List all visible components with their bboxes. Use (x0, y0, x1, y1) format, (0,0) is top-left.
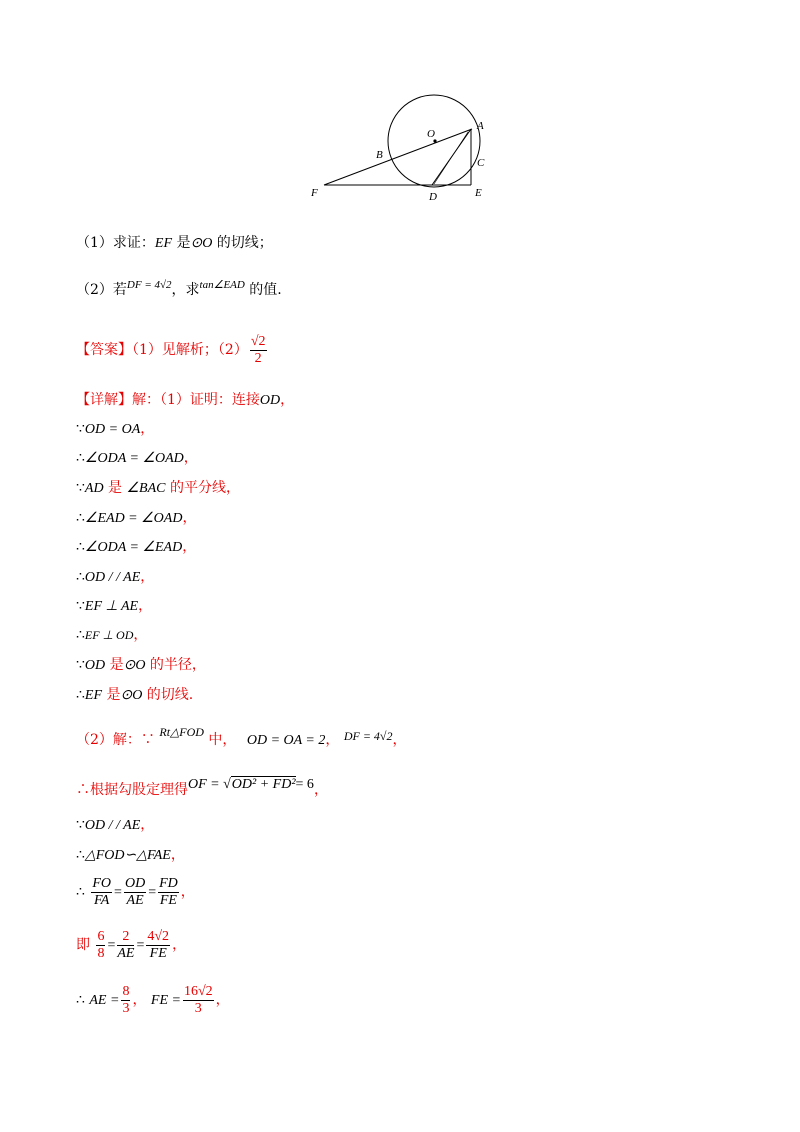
q1-mid: 是 (172, 235, 191, 251)
answer-fraction (250, 334, 267, 367)
q2-tan: tan∠EAD (199, 279, 245, 291)
proof-line-8 (76, 625, 147, 645)
proof-tail: ， (182, 510, 197, 526)
par-sym: ∵ (76, 817, 85, 833)
p2-eq2: DF = 4√2 (343, 729, 393, 743)
res-ae-den: 3 (122, 1000, 130, 1016)
proof-expr: OD (84, 658, 106, 673)
sim-tail: ， (170, 847, 185, 863)
par-tail: ， (140, 817, 155, 833)
answer-tag: 【答案】 (76, 342, 132, 358)
proof-line-7 (76, 596, 152, 617)
ji-den: 8 (97, 945, 105, 961)
answer-frac-den: 2 (254, 350, 262, 366)
ratio-frac-3 (158, 876, 179, 909)
parallel-line (76, 815, 154, 836)
ratio-den: FE (159, 892, 177, 908)
proof-tail: ， (182, 539, 197, 555)
p2-comma: ， (325, 732, 340, 748)
proof-tail: 的平分线， (165, 480, 240, 496)
ji-den: FE (149, 945, 167, 961)
ratio-den: FA (94, 892, 110, 908)
ji-prefix: 即 (76, 937, 90, 953)
q1-prefix: （1）求证： (76, 235, 155, 251)
res-fe: FE = (150, 993, 181, 1008)
ratio-frac-2 (124, 876, 146, 909)
ji-line: 即 $\frac{6}{8}$ = $\frac{2}{AE}$ = $\frac{4√2}{FE}$ ， (76, 928, 187, 961)
proof-mid: 是 (105, 657, 124, 673)
proof-tail: 的半径， (145, 657, 206, 673)
label-o: O (427, 128, 435, 140)
ji-frac-3 (146, 929, 170, 962)
p2-rt: Rt△FOD (159, 725, 204, 739)
pyth-rhs: = 6 (295, 777, 314, 792)
proof-expr: ∠EAD = ∠OAD (84, 511, 183, 526)
ratio-tail: ， (180, 884, 195, 900)
proof-expr: ∠ODA = ∠OAD (84, 451, 184, 466)
ji-num: 6 (97, 928, 105, 944)
detail-intro-od: OD (259, 393, 281, 408)
proof-expr: EF (84, 688, 103, 703)
q2-prefix: （2）若 (76, 282, 127, 298)
pyth-tail: ， (313, 782, 328, 798)
res-fe-num: 16√2 (183, 983, 213, 999)
proof-mid: 是 (103, 480, 127, 496)
detail-intro-text: 解：（1）证明：连接 (132, 392, 260, 408)
proof-mid: 是 (102, 687, 121, 703)
answer-text: （1）见解析；（2） (132, 342, 248, 358)
res-ae-frac (121, 984, 130, 1017)
res-ae: AE = (89, 993, 120, 1008)
proof-tail: ， (140, 421, 155, 437)
proof-sym: ∵ (76, 480, 85, 496)
proof-expr: OD = OA (84, 422, 141, 437)
label-f: F (311, 187, 318, 199)
proof-line-9 (76, 655, 206, 676)
q2-df: DF = 4√2 (126, 279, 172, 291)
ratio-den: AE (126, 892, 144, 908)
ratio-frac-1 (91, 876, 112, 909)
q2-mid: ，求 (171, 282, 200, 298)
pyth-lhs: OF = (188, 777, 220, 792)
proof-tail: 的切线. (142, 687, 194, 703)
proof-sym: ∵ (76, 598, 85, 614)
label-d: D (429, 191, 437, 203)
proof-sym: ∵ (76, 657, 85, 673)
proof-sym: ∴ (76, 450, 85, 466)
pythagoras-line: ∴根据勾股定理得OF = √OD² + FD²= 6， (76, 777, 328, 798)
ji-num: 2 (117, 929, 134, 946)
sim-text: △FOD∽△FAE (84, 848, 171, 863)
ji-den: AE (117, 945, 135, 961)
proof-tail: ， (133, 627, 148, 643)
proof-line-6 (76, 567, 154, 588)
ji-frac-1 (96, 929, 105, 962)
p2-prefix: （2）解：∵ (76, 732, 155, 748)
proof-sym: ∴ (76, 510, 85, 526)
proof-line-10 (76, 685, 193, 706)
sim-sym: ∴ (76, 847, 85, 863)
answer-line (76, 330, 269, 370)
proof-expr: OD / / AE (84, 570, 141, 585)
res-fe-den: 3 (194, 1000, 202, 1016)
detail-tag: 【详解】 (76, 392, 132, 408)
question-part-2 (76, 275, 282, 300)
proof-sym: ∴ (76, 687, 85, 703)
q1-circle: ⊙O (190, 236, 213, 251)
segment-fa (324, 129, 472, 185)
p2-eq1: OD = OA = 2 (246, 733, 326, 748)
label-c: C (477, 157, 485, 169)
res-fe-frac (183, 984, 214, 1017)
proof-expr: EF ⊥ OD (84, 628, 134, 642)
part2-line (76, 722, 407, 751)
proof-expr-2: ⊙O (120, 688, 143, 703)
proof-line-1 (76, 419, 154, 440)
proof-line-2 (76, 448, 198, 469)
proof-line-4 (76, 508, 196, 529)
proof-sym: ∴ (76, 627, 85, 643)
proof-expr: ∠ODA = ∠EAD (84, 540, 183, 555)
par-text: OD / / AE (84, 818, 141, 833)
ratio-num: OD (124, 875, 146, 891)
ji-frac-2 (117, 929, 134, 962)
label-e: E (475, 187, 482, 199)
proof-sym: ∴ (76, 569, 85, 585)
proof-expr-2: ∠BAC (126, 481, 166, 496)
proof-sym: ∵ (76, 421, 85, 437)
answer-frac-num: √2 (250, 333, 266, 349)
proof-sym: ∴ (76, 539, 85, 555)
proof-tail: ， (140, 569, 155, 585)
proof-expr-2: ⊙O (123, 658, 146, 673)
proof-expr: EF ⊥ AE (84, 599, 139, 614)
res-tail: ， (215, 992, 230, 1008)
ratio-sym: ∴ (76, 884, 85, 900)
proof-tail: ， (138, 598, 153, 614)
ji-num: 4√2 (147, 928, 170, 944)
geometry-figure (300, 92, 500, 207)
proof-line-3 (76, 478, 240, 499)
q1-suffix: 的切线； (212, 235, 273, 251)
q1-ef: EF (154, 236, 173, 251)
res-ae-num: 8 (122, 983, 130, 999)
ji-tail: ， (172, 937, 187, 953)
similar-line (76, 845, 185, 866)
res-sym: ∴ (76, 992, 85, 1008)
label-b: B (376, 149, 383, 161)
ratio-num: FD (159, 875, 178, 891)
result-line (76, 980, 230, 1021)
ratio-num: FO (92, 875, 112, 891)
question-part-1 (76, 233, 273, 254)
pyth-prefix: ∴根据勾股定理得 (76, 782, 188, 798)
ratio-line: ∴ $\frac{FO}{FA}$ = $\frac{OD}{AE}$ = $\frac{FD}{FE}$ ， (76, 875, 195, 908)
res-comma: ， (132, 992, 147, 1008)
pyth-radicand: OD² + FD² (231, 777, 296, 792)
q2-suffix: 的值. (244, 282, 282, 298)
proof-line-5 (76, 537, 196, 558)
label-a: A (477, 120, 484, 132)
proof-tail: ， (183, 450, 198, 466)
p2-mid: 中， (203, 732, 237, 748)
detail-intro: 【详解】解：（1）证明：连接OD， (76, 392, 295, 408)
p2-tail: ， (392, 732, 407, 748)
proof-expr: AD (84, 481, 104, 496)
